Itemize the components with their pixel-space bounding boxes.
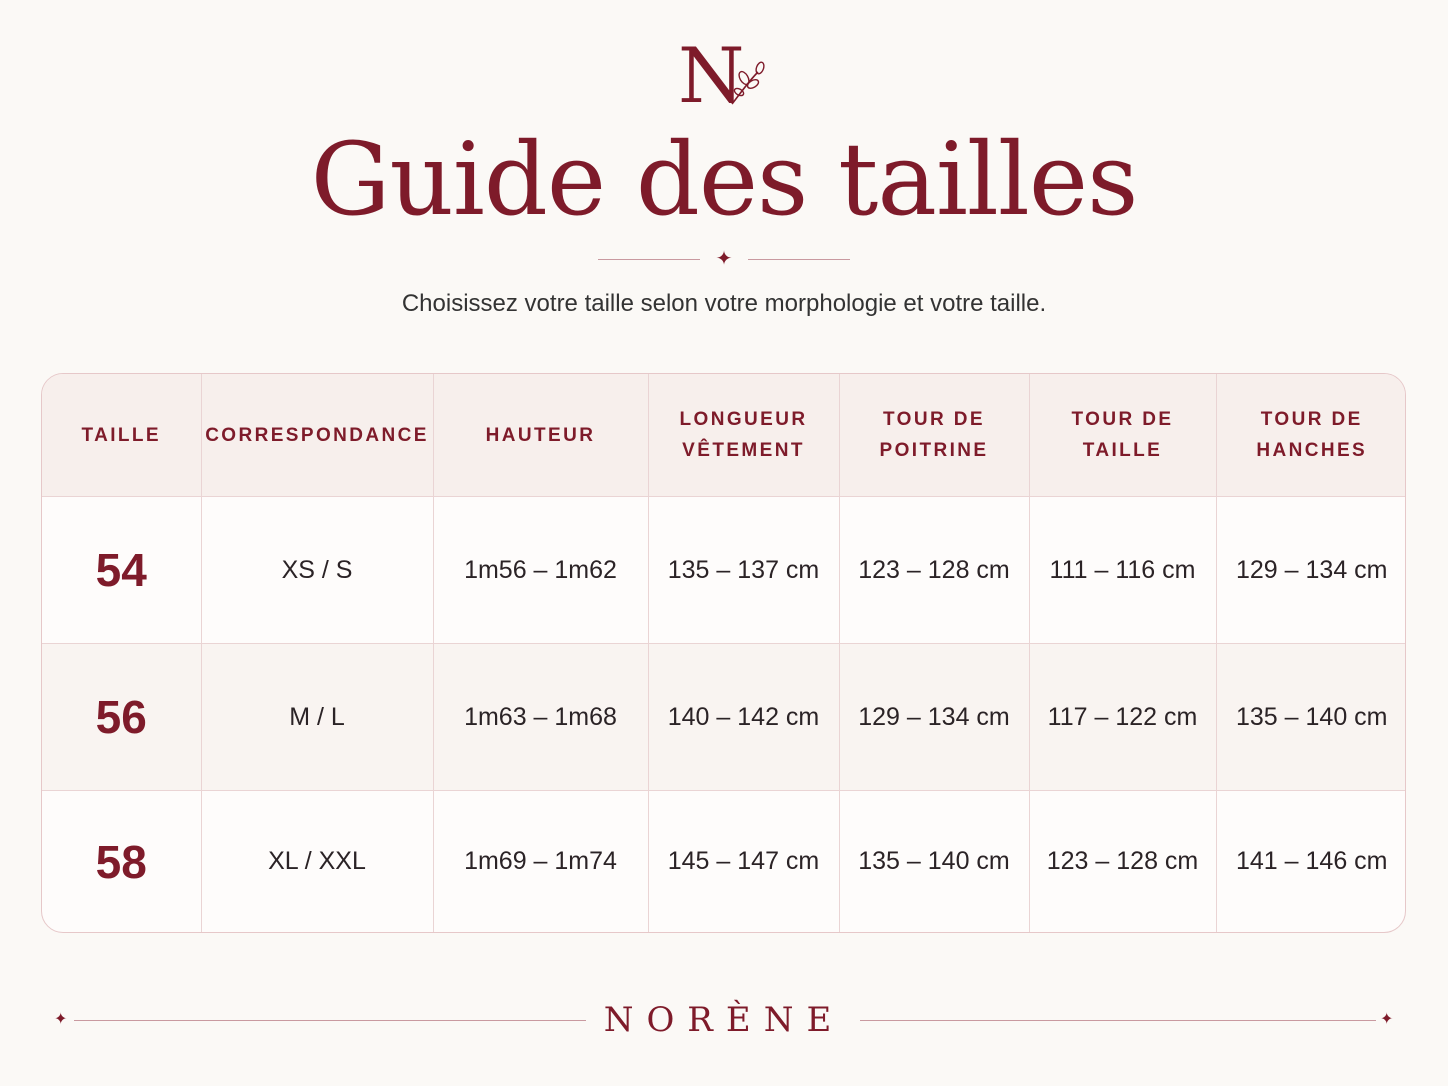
sparkle-icon: ✦ [715, 248, 733, 270]
table-row [42, 497, 1406, 644]
table-cell: 141 – 146 cm [1216, 791, 1406, 933]
header-correspondance: CORRESPONDANCE [201, 374, 433, 497]
table-cell: 123 – 128 cm [839, 497, 1029, 644]
header-poitrine: TOUR DE POITRINE [839, 374, 1029, 497]
header-hanches: TOUR DE HANCHES [1216, 374, 1406, 497]
table-cell: 1m69 – 1m74 [433, 791, 648, 933]
table-cell: 145 – 147 cm [648, 791, 839, 933]
table-cell: 135 – 137 cm [648, 497, 839, 644]
table-cell: M / L [201, 644, 433, 791]
header-hauteur: HAUTEUR [433, 374, 648, 497]
page-title: Guide des tailles [310, 121, 1138, 238]
brand-name: NORÈNE [603, 1000, 845, 1040]
divider-line-right [748, 259, 850, 260]
size-cell: 58 [42, 791, 201, 933]
logo-letter: N [678, 34, 745, 114]
header-tour-taille: TOUR DE TAILLE [1029, 374, 1216, 497]
footer-line-right [860, 1020, 1376, 1021]
table-cell: 111 – 116 cm [1029, 497, 1216, 644]
table-cell: 129 – 134 cm [1216, 497, 1406, 644]
header-taille: TAILLE [42, 374, 201, 497]
table-cell: 129 – 134 cm [839, 644, 1029, 791]
table-row [42, 791, 1406, 933]
table-cell: 117 – 122 cm [1029, 644, 1216, 791]
size-cell: 56 [42, 644, 201, 791]
table-cell: 123 – 128 cm [1029, 791, 1216, 933]
title-divider [0, 246, 1448, 272]
table-header-row [42, 374, 1406, 497]
table-cell: 135 – 140 cm [1216, 644, 1406, 791]
page-subtitle: Choisissez votre taille selon votre morphologie et votre taille. [401, 290, 1047, 317]
size-cell: 54 [42, 497, 201, 644]
table-cell: XS / S [201, 497, 433, 644]
sparkle-icon: ✦ [54, 1011, 68, 1028]
header-longueur: LONGUEUR VÊTEMENT [648, 374, 839, 497]
sparkle-icon: ✦ [1380, 1011, 1394, 1028]
size-table [41, 373, 1406, 933]
brand-logo [0, 34, 1448, 114]
monogram-n-icon [674, 34, 774, 114]
table-row [42, 644, 1406, 791]
divider-line-left [598, 259, 700, 260]
table-cell: 140 – 142 cm [648, 644, 839, 791]
footer [54, 1002, 1394, 1038]
table-cell: 1m56 – 1m62 [433, 497, 648, 644]
table-cell: 1m63 – 1m68 [433, 644, 648, 791]
table-cell: 135 – 140 cm [839, 791, 1029, 933]
table-cell: XL / XXL [201, 791, 433, 933]
